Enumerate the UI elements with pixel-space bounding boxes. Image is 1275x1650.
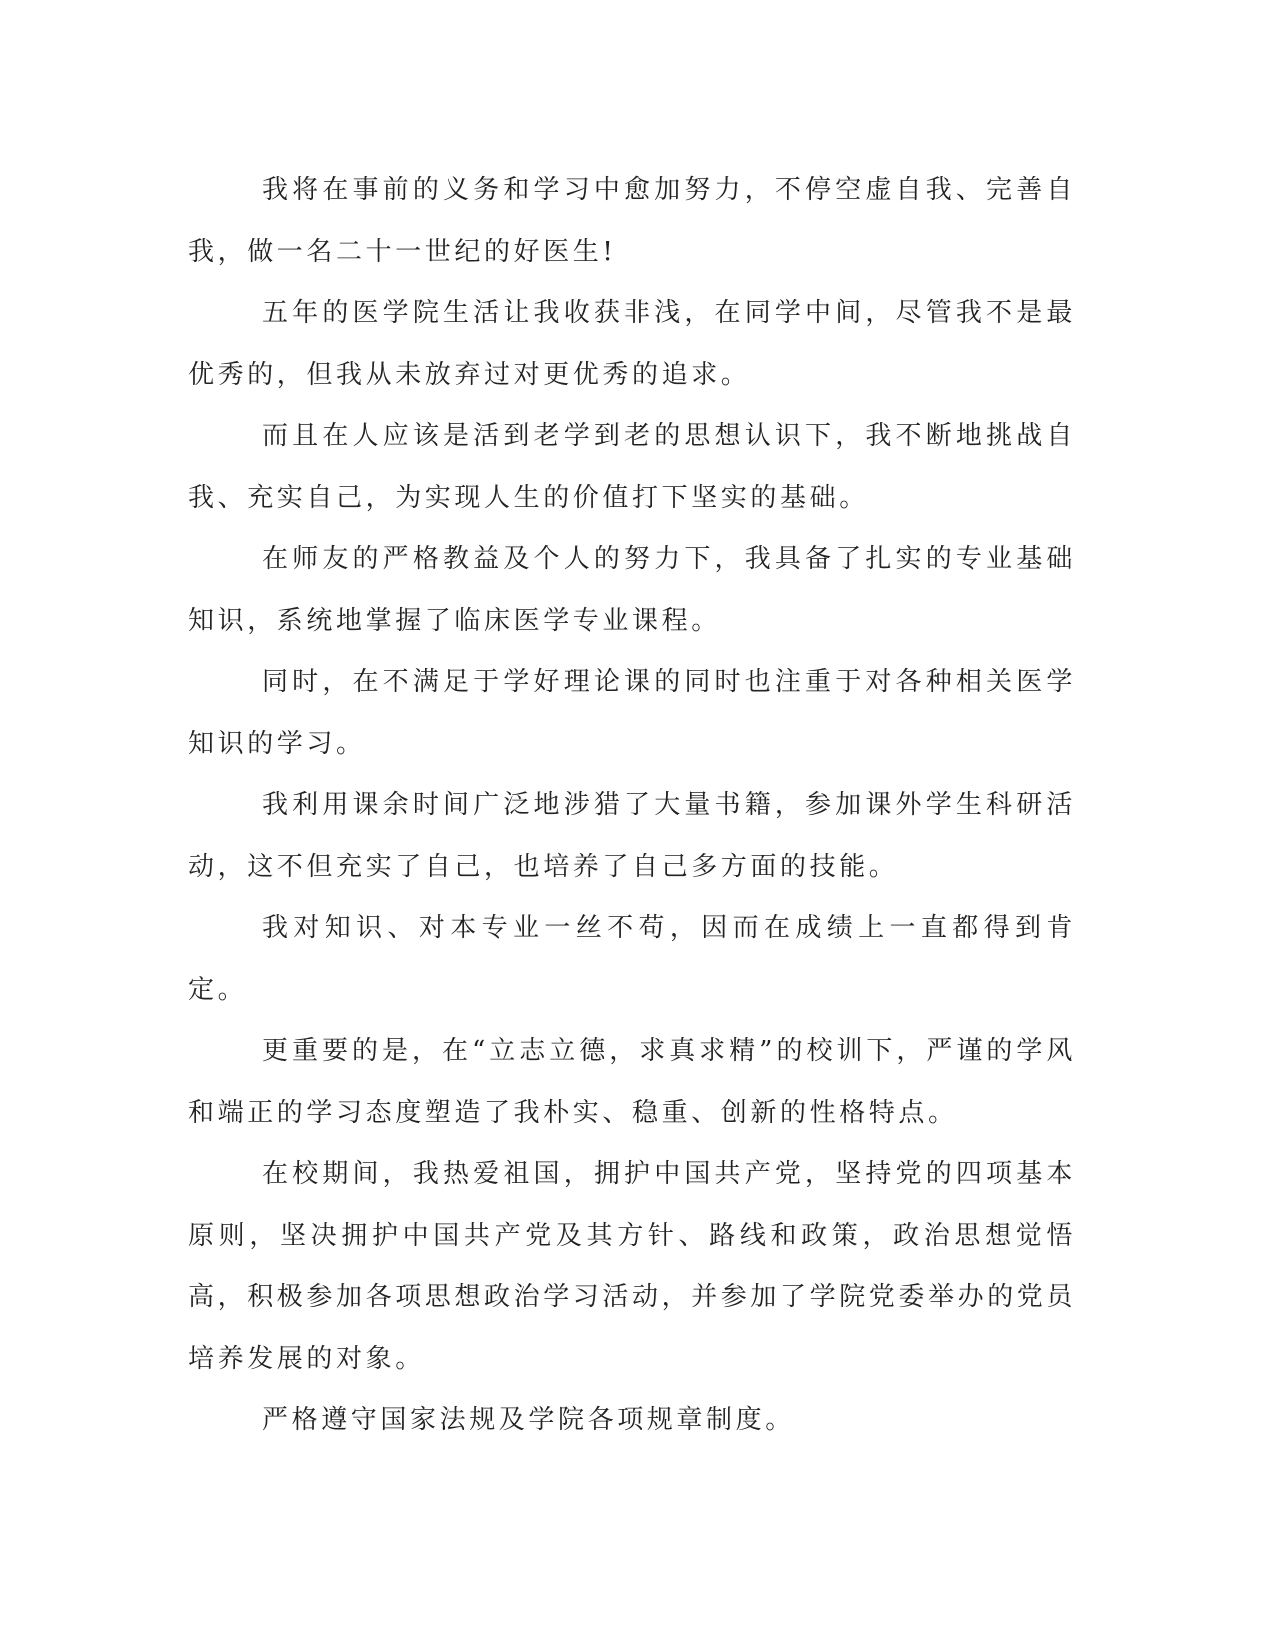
paragraph-8: 更重要的是，在“立志立德，求真求精”的校训下，严谨的学风和端正的学习态度塑造了我朴实、稳重、创新的性格特点。 (188, 1036, 1076, 1128)
paragraph-3: 而且在人应该是活到老学到老的思想认识下，我不断地挑战自我、充实自己，为实现人生的价值打下坚实的基础。 (188, 421, 1076, 513)
document-body (188, 160, 1076, 1452)
paragraph-1: 我将在事前的义务和学习中愈加努力，不停空虚自我、完善自我，做一名二十一世纪的好医生! (188, 175, 1076, 267)
paragraph-10: 严格遵守国家法规及学院各项规章制度。 (262, 1405, 795, 1435)
paragraph-6: 我利用课余时间广泛地涉猎了大量书籍，参加课外学生科研活动，这不但充实了自己，也培养了自己多方面的技能。 (188, 790, 1076, 882)
paragraph-4: 在师友的严格教益及个人的努力下，我具备了扎实的专业基础知识，系统地掌握了临床医学专业课程。 (188, 544, 1076, 636)
paragraph-7: 我对知识、对本专业一丝不苟，因而在成绩上一直都得到肯定。 (188, 913, 1076, 1005)
paragraph-9: 在校期间，我热爱祖国，拥护中国共产党，坚持党的四项基本原则，坚决拥护中国共产党及其方针、路线和政策，政治思想觉悟高，积极参加各项思想政治学习活动，并参加了学院党委举办的党员培养发展的对象。 (188, 1159, 1077, 1374)
paragraph-2: 五年的医学院生活让我收获非浅，在同学中间，尽管我不是最优秀的，但我从未放弃过对更优秀的追求。 (188, 298, 1076, 390)
paragraph-5: 同时，在不满足于学好理论课的同时也注重于对各种相关医学知识的学习。 (188, 667, 1076, 759)
